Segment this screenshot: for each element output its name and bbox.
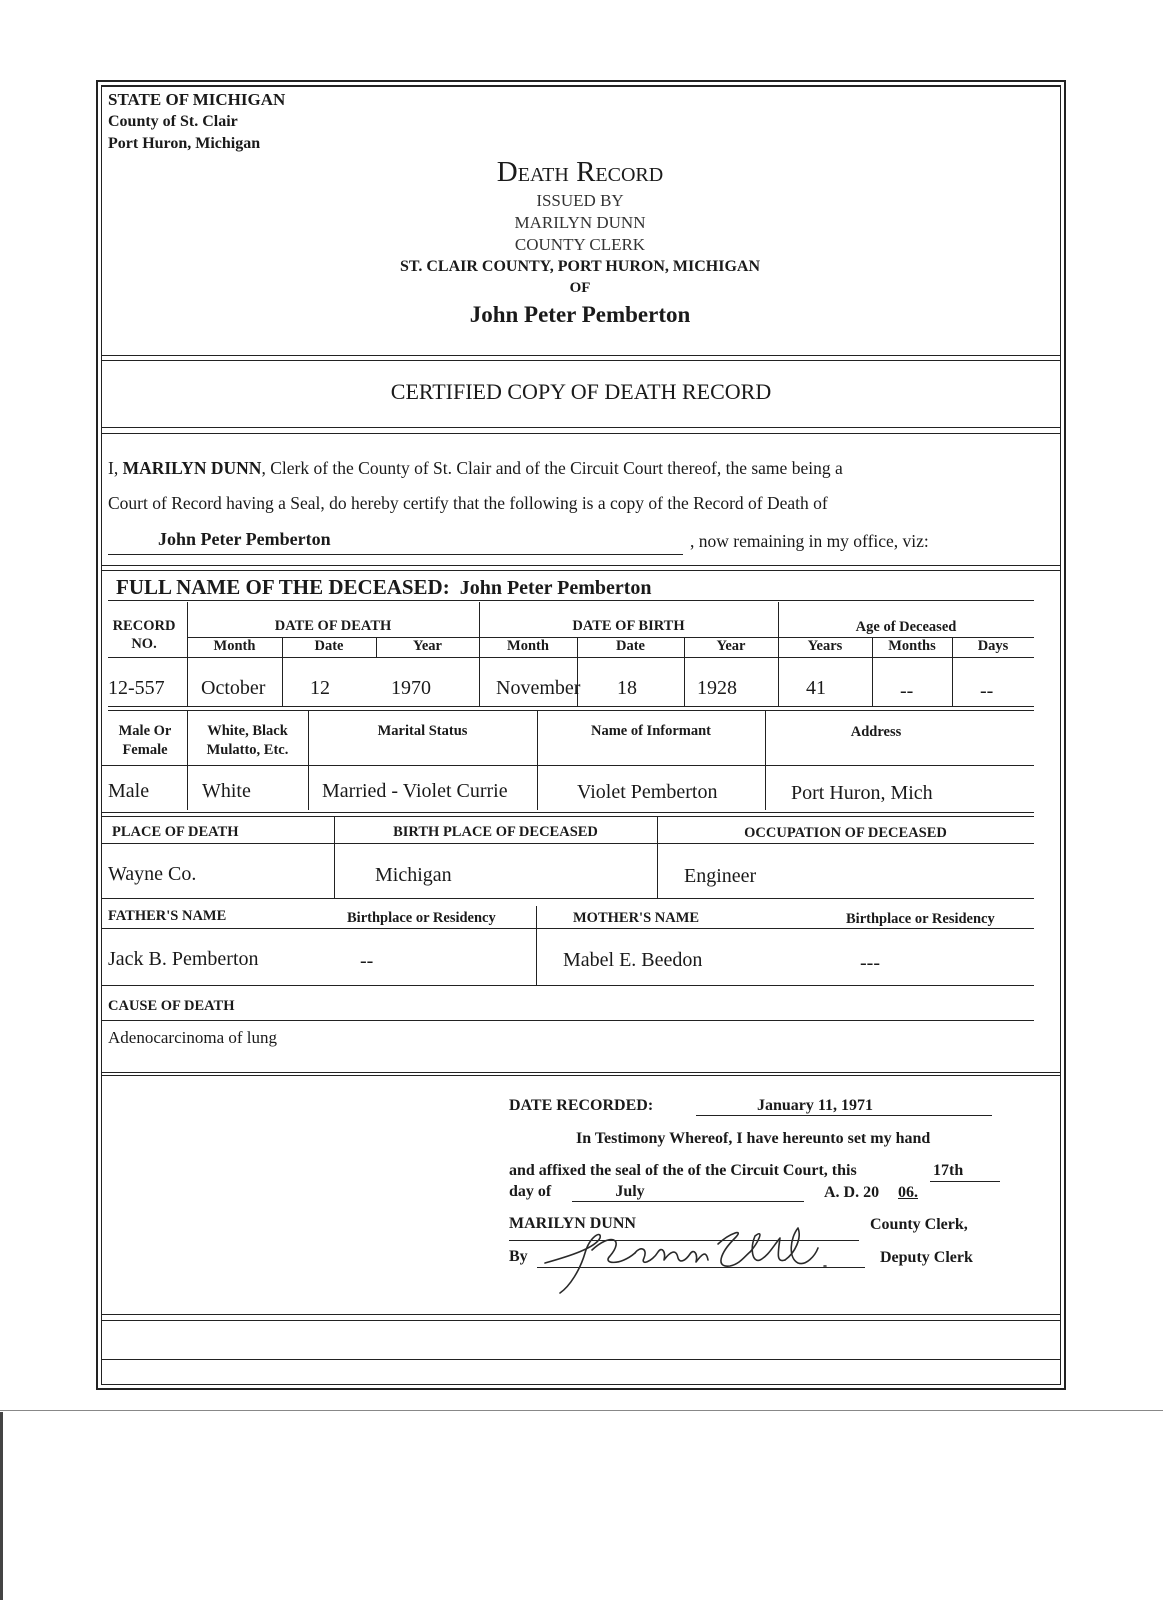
grid [101,898,1034,899]
scan-edge-mark [0,1412,3,1600]
occupation-label: OCCUPATION OF DECEASED [744,825,947,841]
age-days: -- [980,680,994,702]
state-label: STATE OF MICHIGAN [108,90,286,109]
cause-value: Adenocarcinoma of lung [108,1028,277,1047]
by-label: By [509,1248,528,1265]
certified-title: CERTIFIED COPY OF DEATH RECORD [390,379,772,404]
age-years: 41 [806,677,826,699]
grid [101,928,1034,929]
death-date: 12 [310,677,330,699]
seal-line: and affixed the seal of the of the Circuit Court, this [509,1162,857,1179]
sex-label-line-1: Male Or [118,723,172,739]
bottom-strip [101,1320,1061,1360]
birth-date-header: Date [616,638,645,654]
full-name-value: John Peter Pemberton [459,577,652,599]
grid [101,985,1034,986]
city-label: Port Huron, Michigan [108,135,261,152]
address-label: Address [850,724,902,740]
header-deceased-name: John Peter Pemberton [469,302,691,327]
testimony-line: In Testimony Whereof, I have hereunto set my hand [576,1130,931,1147]
death-year-header: Year [413,638,442,654]
grid [101,843,1034,844]
race-label-line-1: White, Black [207,723,288,739]
grid [101,1020,1034,1021]
name-underline [108,554,683,555]
mother-birth-label: Birthplace or Residency [846,911,995,927]
birth-month-header: Month [507,638,549,654]
grid [108,710,1034,711]
full-name-underline [108,600,1034,601]
age-months-header: Months [888,638,936,654]
age-months: -- [900,680,914,702]
day-underline [930,1181,1000,1182]
grid [108,706,1034,707]
birth-place-label: BIRTH PLACE OF DECEASED [393,824,598,840]
date-recorded-underline [696,1115,992,1116]
certification-line-1 [108,458,843,479]
date-of-death-label: DATE OF DEATH [274,618,392,634]
date-recorded-value: January 11, 1971 [756,1097,873,1114]
death-month-header: Month [213,638,256,654]
record-no-label [104,617,184,653]
birth-place-value: Michigan [375,864,452,886]
informant-label: Name of Informant [590,723,711,739]
ad-label: A. D. 20 [824,1184,880,1201]
address-value: Port Huron, Mich [791,782,933,804]
mother-birth-value: --- [860,952,880,974]
father-value: Jack B. Pemberton [108,948,259,970]
certification-text-1: , Clerk of the County of St. Clair and of the Circuit Court thereof, the same being a [261,458,843,478]
birth-year-header: Year [716,638,746,654]
record-no-label-line-2: NO. [131,636,157,652]
sex-label [104,722,186,760]
month-underline [572,1201,804,1202]
occupation-value: Engineer [684,865,757,887]
death-month: October [201,677,266,699]
informant-value: Violet Pemberton [577,781,718,803]
death-year: 1970 [391,677,431,699]
full-name-row [116,575,652,600]
grid [536,906,537,986]
age-years-header: Years [807,638,843,654]
county-line: ST. CLAIR COUNTY, PORT HURON, MICHIGAN [399,258,761,275]
county-clerk-label: County Clerk, [870,1216,968,1233]
certification-name: John Peter Pemberton [158,529,331,549]
year-value: 06. [898,1184,918,1201]
age-label: Age of Deceased [855,619,957,635]
place-of-death-value: Wayne Co. [108,863,197,885]
certification-line-3: , now remaining in my office, viz: [690,531,929,551]
mother-label: MOTHER'S NAME [573,910,700,926]
record-number: 12-557 [108,677,165,699]
birth-year: 1928 [697,677,737,699]
issuer-title: COUNTY CLERK [514,235,646,254]
certification-line-2: Court of Record having a Seal, do hereby certify that the following is a copy of the Record of Death of [108,493,828,513]
issuer-name: MARILYN DUNN [514,213,646,232]
county-label: County of St. Clair [108,113,238,130]
death-date-header: Date [314,638,344,654]
father-label: FATHER'S NAME [108,908,227,924]
issued-by: ISSUED BY [536,191,624,210]
birth-month: November [496,677,581,699]
grid [108,657,1034,658]
race-label-line-2: Mulatto, Etc. [206,742,289,758]
sex-value: Male [108,780,150,802]
day-value: 17th [933,1162,964,1179]
grid [101,816,1034,817]
full-name-label: FULL NAME OF THE DECEASED: [116,575,450,599]
certification-prefix: I, [108,458,123,478]
of-label: OF [569,280,591,296]
cause-label: CAUSE OF DEATH [108,998,235,1014]
father-birth-value: -- [360,950,374,972]
mother-value: Mabel E. Beedon [563,949,703,971]
date-recorded-label: DATE RECORDED: [509,1097,654,1114]
age-days-header: Days [977,638,1009,654]
certifying-clerk: MARILYN DUNN [122,458,262,478]
attesting-clerk-name: MARILYN DUNN [509,1215,636,1232]
race-value: White [202,780,251,802]
father-birth-label: Birthplace or Residency [347,910,496,926]
marital-label: Marital Status [377,723,468,739]
sex-label-line-2: Female [122,742,168,758]
grid [101,812,1034,813]
birth-date: 18 [617,677,637,699]
marital-value: Married - Violet Currie [322,780,508,802]
record-no-label-line-1: RECORD [112,618,176,634]
deputy-clerk-label: Deputy Clerk [880,1249,973,1266]
race-label [187,722,308,760]
grid [101,765,1034,766]
document-title: Death Record [496,156,664,188]
month-value: July [615,1183,645,1200]
day-of-label: day of [509,1183,552,1200]
scan-edge-line [0,1410,1163,1411]
signature-image [540,1208,860,1298]
date-of-birth-label: DATE OF BIRTH [572,618,685,634]
place-of-death-label: PLACE OF DEATH [112,824,239,840]
